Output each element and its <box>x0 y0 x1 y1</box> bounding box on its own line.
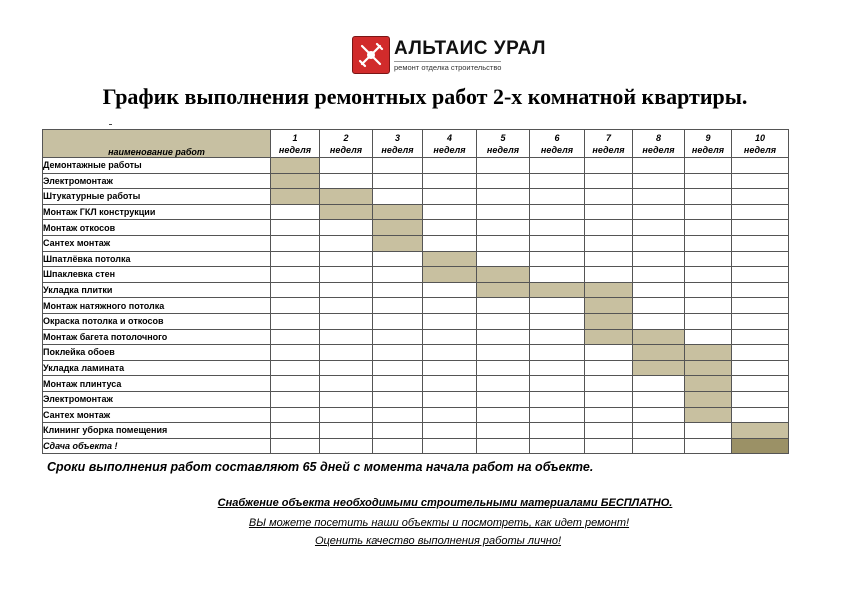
week-number: 6 <box>554 132 560 143</box>
schedule-cell <box>530 345 585 361</box>
table-row <box>43 438 789 454</box>
schedule-cell <box>320 267 373 283</box>
work-name: Клининг уборка помещения <box>43 423 271 439</box>
logo-subtitle: ремонт отделка строительство <box>394 63 502 72</box>
schedule-cell <box>732 360 789 376</box>
schedule-cell <box>423 360 477 376</box>
schedule-cell <box>320 376 373 392</box>
table-row <box>43 313 789 329</box>
schedule-cell <box>530 313 585 329</box>
schedule-cell <box>320 329 373 345</box>
schedule-cell <box>373 376 423 392</box>
schedule-cell <box>271 282 320 298</box>
schedule-cell <box>423 376 477 392</box>
schedule-cell <box>633 220 685 236</box>
schedule-cell <box>530 376 585 392</box>
schedule-cell <box>585 189 633 205</box>
week-number: 8 <box>655 132 661 143</box>
schedule-cell <box>585 407 633 423</box>
schedule-bar-cell <box>271 158 320 174</box>
schedule-cell <box>732 251 789 267</box>
logo-name: АЛЬТАИС УРАЛ <box>394 38 546 59</box>
table-row <box>43 220 789 236</box>
schedule-cell <box>477 329 530 345</box>
schedule-cell <box>320 438 373 454</box>
schedule-cell <box>732 220 789 236</box>
week-header-8 <box>633 130 685 158</box>
schedule-cell <box>732 407 789 423</box>
visit-note: ВЫ можете посетить наши объекты и посмотреть, как идет ремонт! <box>248 517 630 529</box>
table-row <box>43 189 789 205</box>
schedule-cell <box>732 391 789 407</box>
schedule-cell <box>633 423 685 439</box>
week-number: 5 <box>500 132 506 143</box>
schedule-cell <box>423 220 477 236</box>
table-header-row <box>43 130 789 158</box>
schedule-bar-cell <box>373 204 423 220</box>
week-label: неделя <box>691 144 725 155</box>
schedule-cell <box>423 158 477 174</box>
schedule-cell <box>477 298 530 314</box>
schedule-cell <box>732 204 789 220</box>
schedule-bar-cell <box>633 329 685 345</box>
week-header-7 <box>585 130 633 158</box>
schedule-cell <box>585 391 633 407</box>
schedule-cell <box>423 173 477 189</box>
schedule-cell <box>685 267 732 283</box>
schedule-cell <box>271 423 320 439</box>
schedule-cell <box>530 407 585 423</box>
table-row <box>43 407 789 423</box>
table-row <box>43 423 789 439</box>
schedule-cell <box>633 267 685 283</box>
week-number: 2 <box>343 132 349 143</box>
schedule-cell <box>271 251 320 267</box>
schedule-cell <box>585 220 633 236</box>
schedule-cell <box>320 235 373 251</box>
schedule-cell <box>271 376 320 392</box>
schedule-cell <box>633 235 685 251</box>
schedule-cell <box>732 267 789 283</box>
schedule-cell <box>530 438 585 454</box>
schedule-cell <box>477 391 530 407</box>
schedule-cell <box>530 423 585 439</box>
schedule-cell <box>423 282 477 298</box>
work-name: Электромонтаж <box>43 173 271 189</box>
schedule-bar-cell <box>477 282 530 298</box>
schedule-cell <box>685 173 732 189</box>
schedule-cell <box>423 423 477 439</box>
schedule-cell <box>271 313 320 329</box>
schedule-cell <box>320 423 373 439</box>
schedule-cell <box>530 204 585 220</box>
schedule-cell <box>423 407 477 423</box>
schedule-cell <box>530 360 585 376</box>
schedule-bar-cell <box>685 360 732 376</box>
week-header-6 <box>530 130 585 158</box>
schedule-cell <box>423 391 477 407</box>
schedule-cell <box>320 173 373 189</box>
work-name: Монтаж откосов <box>43 220 271 236</box>
schedule-cell <box>685 158 732 174</box>
schedule-cell <box>477 438 530 454</box>
schedule-cell <box>585 438 633 454</box>
schedule-cell <box>530 267 585 283</box>
work-name: Сантех монтаж <box>43 407 271 423</box>
schedule-cell <box>477 173 530 189</box>
work-name: Укладка плитки <box>43 282 271 298</box>
schedule-cell <box>271 235 320 251</box>
schedule-cell <box>530 251 585 267</box>
schedule-bar-cell <box>477 267 530 283</box>
schedule-cell <box>320 360 373 376</box>
schedule-cell <box>423 438 477 454</box>
week-label: неделя <box>642 144 675 155</box>
schedule-cell <box>685 189 732 205</box>
schedule-bar-cell <box>423 267 477 283</box>
schedule-cell <box>732 298 789 314</box>
schedule-bar-cell <box>271 173 320 189</box>
schedule-bar-cell <box>373 220 423 236</box>
schedule-cell <box>373 438 423 454</box>
schedule-cell <box>530 329 585 345</box>
schedule-cell <box>685 204 732 220</box>
schedule-cell <box>633 298 685 314</box>
schedule-bar-cell <box>585 282 633 298</box>
schedule-cell <box>685 282 732 298</box>
schedule-table <box>42 129 789 454</box>
schedule-bar-cell <box>585 298 633 314</box>
work-name: Электромонтаж <box>43 391 271 407</box>
work-name: Укладка ламината <box>43 360 271 376</box>
schedule-bar-cell <box>320 204 373 220</box>
schedule-bar-cell <box>585 329 633 345</box>
schedule-cell <box>732 158 789 174</box>
schedule-cell <box>633 251 685 267</box>
schedule-cell <box>633 313 685 329</box>
work-name: Штукатурные работы <box>43 189 271 205</box>
schedule-cell <box>423 298 477 314</box>
schedule-cell <box>373 423 423 439</box>
schedule-cell <box>271 298 320 314</box>
schedule-cell <box>585 345 633 361</box>
schedule-cell <box>477 235 530 251</box>
schedule-cell <box>271 391 320 407</box>
schedule-cell <box>685 298 732 314</box>
schedule-cell <box>530 189 585 205</box>
schedule-cell <box>477 204 530 220</box>
work-name: Сдача объекта ! <box>43 438 271 454</box>
logo-mark-icon <box>352 36 390 74</box>
schedule-cell <box>530 298 585 314</box>
work-name-header: наименование работ <box>43 130 271 158</box>
schedule-bar-cell <box>585 313 633 329</box>
schedule-cell <box>477 189 530 205</box>
week-number: 10 <box>754 132 765 143</box>
schedule-bar-cell <box>732 423 789 439</box>
schedule-cell <box>585 423 633 439</box>
schedule-bar-cell <box>633 345 685 361</box>
schedule-bar-cell <box>530 282 585 298</box>
schedule-cell <box>271 345 320 361</box>
schedule-cell <box>585 267 633 283</box>
table-row <box>43 282 789 298</box>
schedule-bar-cell <box>685 345 732 361</box>
table-row <box>43 235 789 251</box>
schedule-cell <box>373 158 423 174</box>
schedule-cell <box>685 313 732 329</box>
schedule-cell <box>477 220 530 236</box>
schedule-cell <box>271 360 320 376</box>
schedule-cell <box>477 158 530 174</box>
schedule-cell <box>477 407 530 423</box>
schedule-cell <box>373 313 423 329</box>
schedule-cell <box>320 158 373 174</box>
schedule-cell <box>271 329 320 345</box>
schedule-cell <box>423 235 477 251</box>
work-name: Шпатлёвка потолка <box>43 251 271 267</box>
page-title: График выполнения ремонтных работ 2-х комнатной квартиры. <box>102 84 748 109</box>
schedule-cell <box>320 407 373 423</box>
schedule-cell <box>423 329 477 345</box>
week-header-4 <box>423 130 477 158</box>
week-header-10 <box>732 130 789 158</box>
week-number: 1 <box>292 132 298 143</box>
table-row <box>43 298 789 314</box>
schedule-cell <box>320 251 373 267</box>
schedule-cell <box>320 220 373 236</box>
schedule-bar-cell <box>373 235 423 251</box>
schedule-cell <box>633 158 685 174</box>
schedule-cell <box>423 189 477 205</box>
schedule-bar-cell <box>423 251 477 267</box>
week-header-1 <box>271 130 320 158</box>
schedule-cell <box>530 235 585 251</box>
schedule-cell <box>320 313 373 329</box>
schedule-cell <box>633 189 685 205</box>
schedule-cell <box>685 235 732 251</box>
table-row <box>43 360 789 376</box>
schedule-cell <box>320 282 373 298</box>
schedule-cell <box>685 438 732 454</box>
schedule-cell <box>530 158 585 174</box>
table-row <box>43 158 789 174</box>
table-row <box>43 267 789 283</box>
schedule-cell <box>732 345 789 361</box>
schedule-bar-cell <box>271 189 320 205</box>
week-label: неделя <box>329 144 363 155</box>
schedule-cell <box>633 391 685 407</box>
week-label: неделя <box>743 144 777 155</box>
schedule-cell <box>585 360 633 376</box>
schedule-cell <box>477 251 530 267</box>
schedule-cell <box>423 345 477 361</box>
schedule-cell <box>585 173 633 189</box>
work-name: Монтаж плинтуса <box>43 376 271 392</box>
schedule-cell <box>271 204 320 220</box>
work-name: Сантех монтаж <box>43 235 271 251</box>
schedule-cell <box>373 251 423 267</box>
schedule-cell <box>685 329 732 345</box>
table-row <box>43 329 789 345</box>
schedule-cell <box>732 173 789 189</box>
work-name: Окраска потолка и откосов <box>43 313 271 329</box>
schedule-cell <box>530 173 585 189</box>
schedule-cell <box>633 438 685 454</box>
schedule-bar-cell <box>732 438 789 454</box>
table-row <box>43 173 789 189</box>
schedule-bar-cell <box>685 407 732 423</box>
schedule-bar-cell <box>685 376 732 392</box>
schedule-cell <box>633 282 685 298</box>
decorative-tick <box>109 124 112 125</box>
week-label: неделя <box>278 144 312 155</box>
schedule-cell <box>423 313 477 329</box>
schedule-cell <box>732 235 789 251</box>
schedule-cell <box>373 329 423 345</box>
quality-note: Оценить качество выполнения работы лично! <box>314 535 562 547</box>
schedule-cell <box>633 173 685 189</box>
schedule-cell <box>685 220 732 236</box>
schedule-cell <box>477 360 530 376</box>
table-row <box>43 391 789 407</box>
schedule-cell <box>373 407 423 423</box>
work-name: Шпаклевка стен <box>43 267 271 283</box>
schedule-cell <box>477 376 530 392</box>
work-name: Демонтажные работы <box>43 158 271 174</box>
schedule-cell <box>585 251 633 267</box>
deadline-text: Сроки выполнения работ составляют 65 дней с момента начала работ на объекте. <box>47 460 594 474</box>
week-header-2 <box>320 130 373 158</box>
schedule-cell <box>373 267 423 283</box>
schedule-cell <box>530 391 585 407</box>
week-label: неделя <box>486 144 520 155</box>
week-header-3 <box>373 130 423 158</box>
schedule-cell <box>477 313 530 329</box>
schedule-cell <box>320 298 373 314</box>
table-row <box>43 376 789 392</box>
company-logo <box>352 36 546 74</box>
schedule-cell <box>477 423 530 439</box>
schedule-cell <box>271 407 320 423</box>
schedule-cell <box>271 220 320 236</box>
schedule-cell <box>373 345 423 361</box>
schedule-cell <box>271 438 320 454</box>
schedule-cell <box>585 204 633 220</box>
week-label: неделя <box>381 144 414 155</box>
schedule-bar-cell <box>633 360 685 376</box>
supply-note: Снабжение объекта необходимыми строительными материалами БЕСПЛАТНО. <box>217 497 673 509</box>
table-row <box>43 345 789 361</box>
schedule-cell <box>732 282 789 298</box>
week-label: неделя <box>592 144 625 155</box>
schedule-cell <box>423 204 477 220</box>
table-row <box>43 251 789 267</box>
schedule-cell <box>732 313 789 329</box>
schedule-cell <box>585 158 633 174</box>
week-label: неделя <box>540 144 574 155</box>
week-header-5 <box>477 130 530 158</box>
schedule-cell <box>373 391 423 407</box>
week-number: 4 <box>446 132 452 143</box>
schedule-cell <box>373 298 423 314</box>
schedule-cell <box>373 173 423 189</box>
week-header-9 <box>685 130 732 158</box>
schedule-cell <box>585 376 633 392</box>
table-row <box>43 204 789 220</box>
week-label: неделя <box>433 144 466 155</box>
schedule-cell <box>530 220 585 236</box>
schedule-cell <box>373 360 423 376</box>
schedule-cell <box>732 329 789 345</box>
work-name: Монтаж натяжного потолка <box>43 298 271 314</box>
schedule-cell <box>633 376 685 392</box>
week-number: 3 <box>394 132 400 143</box>
work-name: Монтаж багета потолочного <box>43 329 271 345</box>
schedule-cell <box>373 282 423 298</box>
schedule-cell <box>685 423 732 439</box>
schedule-cell <box>320 345 373 361</box>
schedule-cell <box>732 189 789 205</box>
work-name: Поклейка обоев <box>43 345 271 361</box>
schedule-cell <box>732 376 789 392</box>
schedule-cell <box>633 204 685 220</box>
schedule-cell <box>685 251 732 267</box>
schedule-cell <box>633 407 685 423</box>
schedule-bar-cell <box>320 189 373 205</box>
schedule-cell <box>373 189 423 205</box>
schedule-cell <box>477 345 530 361</box>
schedule-cell <box>585 235 633 251</box>
week-number: 9 <box>705 132 711 143</box>
week-number: 7 <box>605 132 611 143</box>
schedule-bar-cell <box>685 391 732 407</box>
schedule-cell <box>271 267 320 283</box>
schedule-cell <box>320 391 373 407</box>
work-name: Монтаж ГКЛ конструкции <box>43 204 271 220</box>
